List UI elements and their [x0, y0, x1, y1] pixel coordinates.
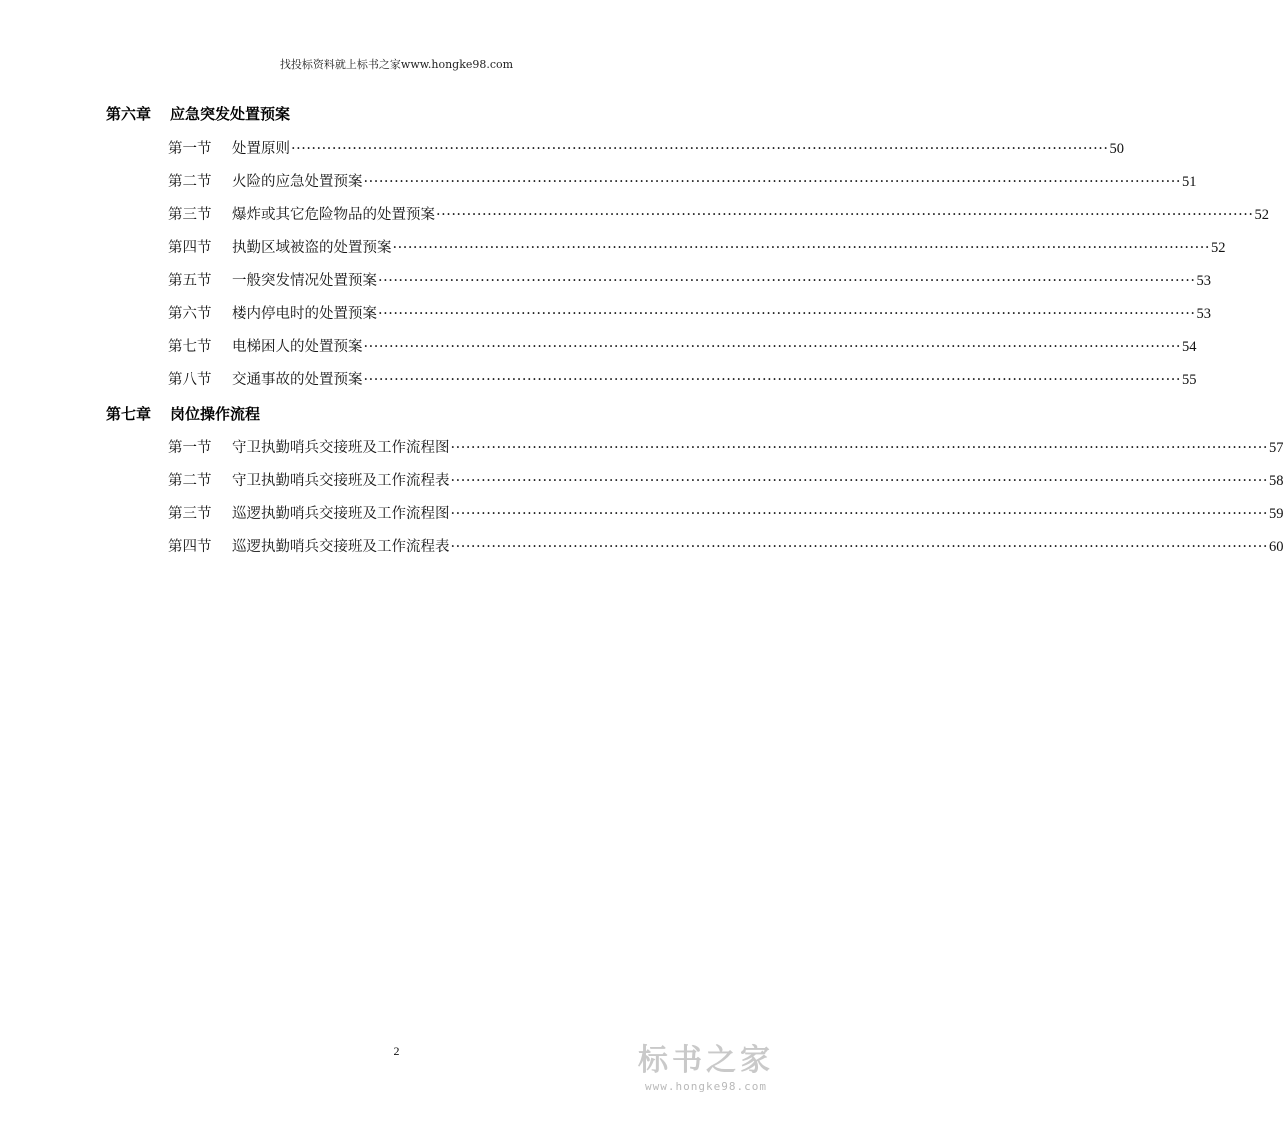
page-ref: 53: [1196, 273, 1211, 289]
dot-leader: ································································································································································: [450, 473, 1268, 489]
dot-leader: ································································································································································: [378, 306, 1196, 322]
section-title: 守卫执勤哨兵交接班及工作流程表: [232, 473, 450, 489]
dot-leader: ································································································································································: [363, 372, 1181, 388]
page-ref: 60: [1268, 539, 1283, 555]
section-number: 第四节: [168, 539, 212, 555]
section-number: 第四节: [168, 240, 212, 256]
toc-entry[interactable]: [168, 203, 1269, 225]
logo-url: www.hongke98.com: [645, 1080, 767, 1093]
dot-leader: ································································································································································: [363, 174, 1181, 190]
chapter-number: 第七章: [106, 405, 152, 423]
toc-entry[interactable]: [168, 170, 1197, 192]
dot-leader: ································································································································································: [436, 207, 1254, 223]
page-ref: 53: [1196, 306, 1211, 322]
section-title: 火险的应急处置预案: [232, 174, 363, 190]
page-ref: 57: [1268, 440, 1283, 456]
section-number: 第一节: [168, 141, 212, 157]
toc-entry[interactable]: [168, 269, 1211, 291]
section-number: 第七节: [168, 339, 212, 355]
section-title: 执勤区域被盗的处置预案: [232, 240, 392, 256]
chapter-number: 第六章: [106, 105, 152, 123]
section-number: 第二节: [168, 473, 212, 489]
section-title: 交通事故的处置预案: [232, 372, 363, 388]
chapter-heading: [106, 103, 290, 124]
page-ref: 58: [1268, 473, 1283, 489]
dot-leader: ································································································································································: [291, 141, 1109, 157]
section-title: 巡逻执勤哨兵交接班及工作流程图: [232, 506, 450, 522]
toc-entry[interactable]: [168, 137, 1124, 159]
section-title: 巡逻执勤哨兵交接班及工作流程表: [232, 539, 450, 555]
dot-leader: ································································································································································: [392, 240, 1210, 256]
page-ref: 52: [1254, 207, 1269, 223]
page-ref: 52: [1210, 240, 1226, 256]
page-number: 2: [393, 1044, 400, 1058]
dot-leader: ································································································································································: [363, 339, 1181, 355]
section-number: 第五节: [168, 273, 212, 289]
section-number: 第八节: [168, 372, 212, 388]
chapter-title: 岗位操作流程: [170, 405, 261, 423]
page-ref: 59: [1268, 506, 1283, 522]
dot-leader: ································································································································································: [378, 273, 1196, 289]
page-ref: 55: [1181, 372, 1197, 388]
dot-leader: ································································································································································: [450, 506, 1268, 522]
chapter-title: 应急突发处置预案: [170, 105, 291, 123]
section-title: 电梯困人的处置预案: [232, 339, 363, 355]
page-header: 找投标资料就上标书之家www.hongke98.com: [279, 58, 514, 71]
toc-entry[interactable]: [168, 469, 1283, 491]
page-ref: 50: [1109, 141, 1124, 157]
toc-entry[interactable]: [168, 335, 1197, 357]
section-title: 爆炸或其它危险物品的处置预案: [232, 207, 435, 223]
section-number: 第二节: [168, 174, 212, 190]
dot-leader: ································································································································································: [450, 440, 1268, 456]
section-title: 守卫执勤哨兵交接班及工作流程图: [232, 440, 450, 456]
site-logo: [631, 1042, 781, 1112]
chapter-heading: [106, 403, 260, 424]
section-title: 处置原则: [232, 141, 290, 157]
toc-entry[interactable]: [168, 368, 1197, 390]
section-number: 第三节: [168, 207, 212, 223]
toc-entry[interactable]: [168, 236, 1226, 258]
toc-entry[interactable]: [168, 302, 1211, 324]
section-title: 一般突发情况处置预案: [232, 273, 377, 289]
page-ref: 51: [1181, 174, 1197, 190]
toc-entry[interactable]: [168, 436, 1283, 458]
section-number: 第一节: [168, 440, 212, 456]
logo-title: 标书之家: [638, 1043, 774, 1078]
page-ref: 54: [1181, 339, 1197, 355]
section-title: 楼内停电时的处置预案: [232, 306, 377, 322]
section-number: 第三节: [168, 506, 212, 522]
section-number: 第六节: [168, 306, 212, 322]
dot-leader: ································································································································································: [450, 539, 1268, 555]
toc-entry[interactable]: [168, 535, 1283, 557]
toc-entry[interactable]: [168, 502, 1283, 524]
